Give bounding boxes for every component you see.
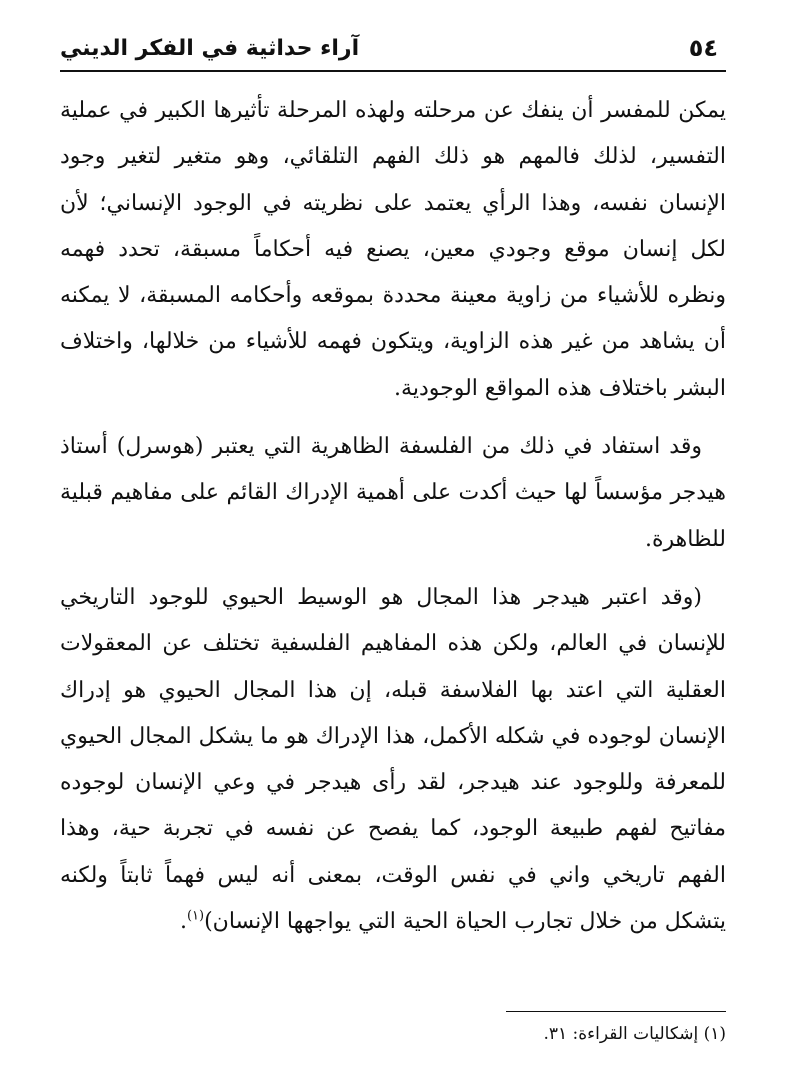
body-text (60, 88, 726, 957)
footnote: (١) إشكاليات القراءة: ٣١. (543, 1024, 726, 1044)
footnote-rule (506, 1011, 726, 1012)
running-title: آراء حداثية في الفكر الديني (60, 35, 360, 61)
quote-text: (وقد اعتبر هيدجر هذا المجال هو الوسيط الحيوي للوجود التاريخي للإنسان في العالم، ولكن هذه المفاهيم الفلسفية تختلف عن المعقولات العقلية التي اعتد بها الفلاسفة قبله، إن هذا المجال الحيوي هو إدراك الإنسان لوجوده في شكله الأكمل، هذا الإدراك هو ما يشكل المجال الحيوي للمعرفة وللوجود عند هيدجر، لقد رأى هيدجر في وعي الإنسان لوجوده مفاتيح لفهم طبيعة الوجود، كما يفصح عن نفسه في تجربة حية، وهذا الفهم تاريخي واني في نفس الوقت، بمعنى أنه ليس فهماً ثابتاً ولكنه يتشكل من خلال تجارب الحياة الحية التي يواجهها الإنسان) (60, 584, 726, 935)
running-head (60, 28, 718, 68)
paragraph-3 (60, 575, 726, 945)
paragraph-1: يمكن للمفسر أن ينفك عن مرحلته ولهذه المرحلة تأثيرها الكبير في عملية التفسير، لذلك فالمهم هو ذلك الفهم التلقائي، وهو متغير لتغير وجود الإنسان نفسه، وهذا الرأي يعتمد على نظريته في الوجود الإنساني؛ لأن لكل إنسان موقع وجودي معين، يصنع فيه أحكاماً مسبقة، تحدد فهمه ونظره للأشياء من زاوية معينة محددة بموقعه وأحكامه المسبقة، لا يمكنه أن يشاهد من غير هذه الزاوية، ويتكون فهمه للأشياء من خلالها، واختلاف البشر باختلاف هذه المواقع الوجودية. (60, 98, 726, 401)
paragraph-2: وقد استفاد في ذلك من الفلسفة الظاهرية التي يعتبر (هوسرل) أستاذ هيدجر مؤسساً لها حيث أكدت على أهمية الإدراك القائم على مفاهيم قبلية للظاهرة. (60, 434, 726, 552)
page-number: ٥٤ (688, 34, 718, 62)
header-rule (60, 70, 726, 72)
quote-end-period: . (179, 909, 187, 935)
footnote-reference: (١) (186, 908, 205, 924)
